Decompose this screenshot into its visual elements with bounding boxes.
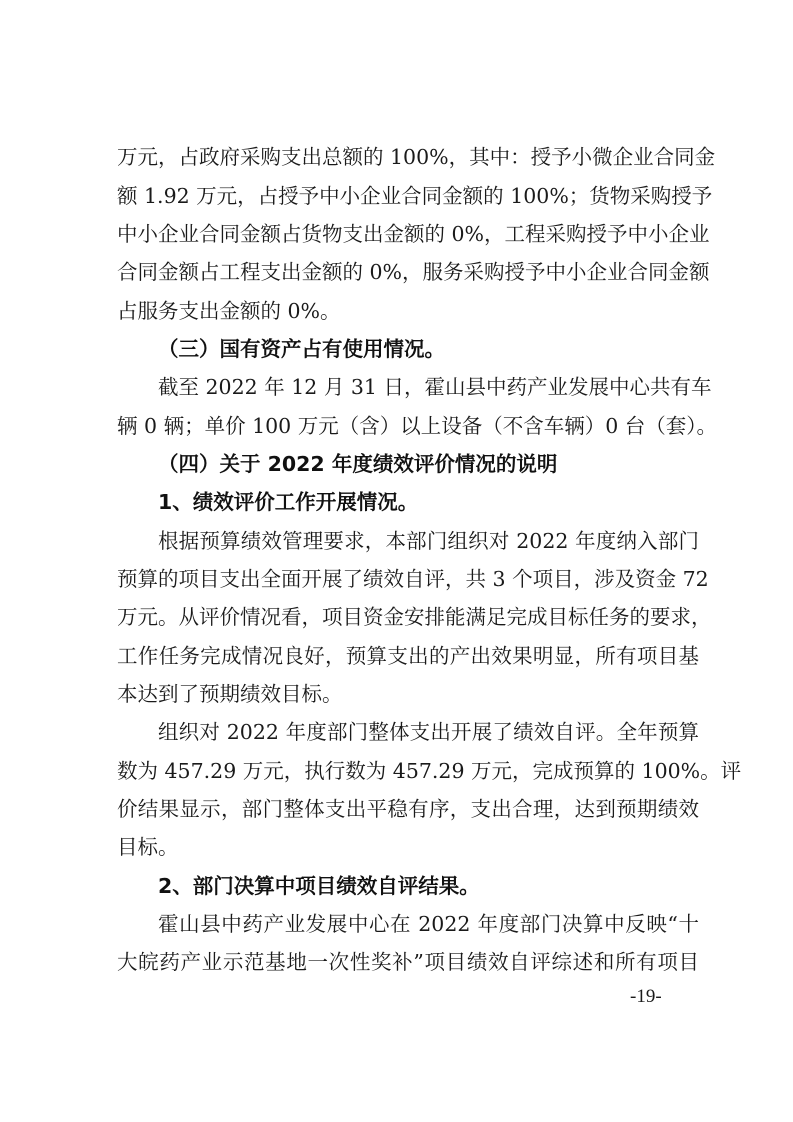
subheading-project-results: 2、部门决算中项目绩效自评结果。	[158, 874, 480, 898]
paragraph-performance-2-line-3: 价结果显示，部门整体支出平稳有序，支出合理，达到预期绩效	[117, 797, 699, 821]
paragraph-performance-1-line-1: 根据预算绩效管理要求，本部门组织对 2022 年度纳入部门	[158, 529, 699, 553]
paragraph-procurement-line-3: 中小企业合同金额占货物支出金额的 0%，工程采购授予中小企业	[117, 222, 710, 246]
paragraph-performance-1-line-5: 本达到了预期绩效目标。	[117, 682, 343, 706]
paragraph-performance-3-line-2: 大皖药产业示范基地一次性奖补”项目绩效自评综述和所有项目	[117, 950, 699, 974]
section-heading-performance: （四）关于 2022 年度绩效评价情况的说明	[158, 452, 558, 476]
paragraph-performance-1-line-3: 万元。从评价情况看，项目资金安排能满足完成目标任务的要求，	[117, 605, 712, 629]
paragraph-performance-2-line-4: 目标。	[117, 835, 179, 859]
paragraph-performance-3-line-1: 霍山县中药产业发展中心在 2022 年度部门决算中反映“十	[158, 912, 699, 936]
paragraph-performance-1-line-2: 预算的项目支出全面开展了绩效自评，共 3 个项目，涉及资金 72	[117, 567, 709, 591]
paragraph-procurement-line-2: 额 1.92 万元，占授予中小企业合同金额的 100%；货物采购授予	[117, 184, 713, 208]
paragraph-performance-1-line-4: 工作任务完成情况良好，预算支出的产出效果明显，所有项目基	[117, 644, 699, 668]
subheading-performance-work: 1、绩效评价工作开展情况。	[158, 490, 419, 514]
page-number: -19-	[630, 986, 662, 1007]
paragraph-procurement-line-1: 万元，占政府采购支出总额的 100%，其中：授予小微企业合同金	[117, 145, 716, 169]
paragraph-procurement-line-4: 合同金额占工程支出金额的 0%，服务采购授予中小企业合同金额	[117, 260, 710, 284]
paragraph-assets-line-2: 辆 0 辆；单价 100 万元（含）以上设备（不含车辆）0 台（套）。	[117, 414, 718, 438]
section-heading-assets: （三）国有资产占有使用情况。	[158, 337, 445, 361]
paragraph-performance-2-line-1: 组织对 2022 年度部门整体支出开展了绩效自评。全年预算	[158, 720, 699, 744]
paragraph-procurement-line-5: 占服务支出金额的 0%。	[117, 299, 341, 323]
paragraph-performance-2-line-2: 数为 457.29 万元，执行数为 457.29 万元，完成预算的 100%。评	[117, 759, 742, 783]
paragraph-assets-line-1: 截至 2022 年 12 月 31 日，霍山县中药产业发展中心共有车	[158, 375, 712, 399]
